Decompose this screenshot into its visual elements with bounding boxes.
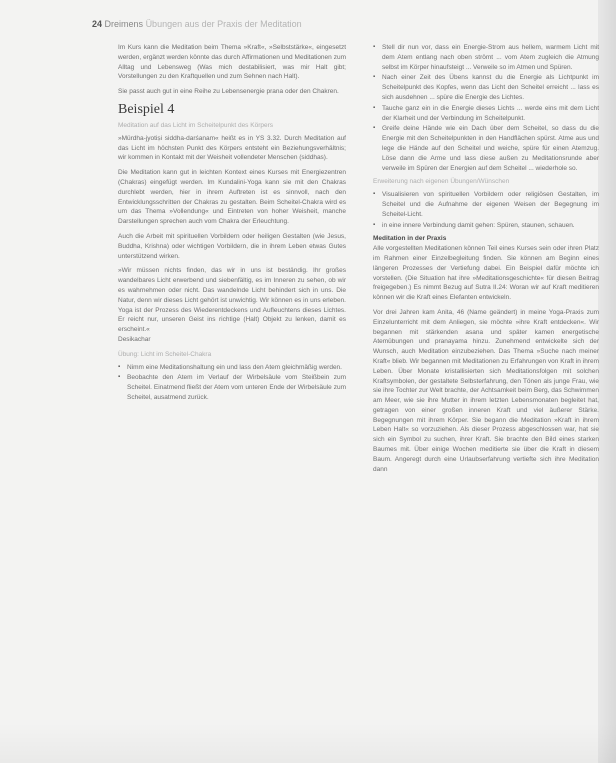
example-paragraph: Auch die Arbeit mit spirituellen Vorbildern oder heiligen Gestalten (wie Jesus, Buddha, Krishna) oder wichtigen Vorbildern, die in ihrem Leben etwas Gutes unterstützend wirken. (118, 232, 346, 260)
example-heading: Beispiel 4 (118, 101, 175, 117)
page-gutter-shadow (598, 0, 616, 763)
page-bottom-shade (0, 723, 616, 763)
variant-heading: Erweiterung nach eigenen Übungen/Wünschen (373, 178, 510, 186)
chapter-title: Dreimens (104, 19, 144, 29)
list-item: ▪ Beobachte den Atem im Verlauf der Wirbelsäule vom Steißbein zum Scheitel. Einatmend fließt der Atem vom unteren Ende der Wirbelsäule zum Scheitel, ausatmend zurück. (118, 373, 346, 402)
running-head (92, 19, 612, 30)
example-paragraph: »Mürdha-jyotiṣi siddha-darśanam« heißt es in YS 3.32. Durch Meditation auf das Licht im höchsten Punkt des Körpers entsteht ein Beziehungsverhältnis; wir kommen in Kontakt mit der Weisheit vollendeter Menschen (siddhas). (118, 134, 346, 162)
list-item: ▪ Visualisieren von spirituellen Vorbildern oder religiösen Gestalten, im Scheitel und die Aufnahme der eigenen Weisen der Begegnung im Scheitel-Licht. (373, 190, 599, 219)
example-subheading: Meditation auf das Licht im Scheitelpunkt des Körpers (118, 121, 274, 129)
list-item: ▪ Nimm eine Meditationshaltung ein und lass den Atem gleichmäßig werden. (118, 363, 346, 373)
quote-text: »Wir müssen nichts finden, das wir in uns ist beständig. Ihr großes wandelbares Licht erwerbend und siebenfältig, es im Inneren zu sehen, ob wir es wahrnehmen oder nicht. Das wandelnde Licht behindert sich in uns. Die Natur, denn wir dieses Licht gehört ist unwichtig. Wir können es in uns erleben. Yoga ist der Prozess des Wiederentdeckens und Aufleuchtens dieses Lichtes. Er reicht nur, unseren Geist ins richtige (Halt) Objekt zu lenken, damit es erscheint.« (118, 267, 346, 334)
right-column (373, 43, 599, 474)
list-item: ▪ Greife deine Hände wie ein Dach über dem Scheitel, so dass du die Energie mit den Scheitelpunkten in den Handflächen spürst. Atme aus und lege die Hände auf den Scheitel und weiche, spüre für einen Atemzug. Löse dann die Arme und lass diese außen zu Meditationsrunde aber verweile im Spüren der Energien auf dem Scheitel ... wiederhole so. (373, 124, 599, 173)
practice-heading: Meditation in der Praxis (373, 235, 447, 243)
chakra-note: Sie passt auch gut in eine Reihe zu Lebensenergie prana oder den Chakren. (118, 88, 339, 96)
example-paragraph: Die Meditation kann gut in leichten Kontext eines Kurses mit Energiezentren (Chakras) eingefügt werden. Im Kundalini-Yoga kann sie mit den Chakras durchlebt werden, hier in ihrem Auftreten ist es sinnvoll, nach den Entwicklungsschritten der Chakras zu gestalten. Beim Scheitel-Chakra wird es um das Thema »Vollendung« und Eintreten von hoher Weisheit, manche Darstellungen sprechen auch vom Chakra der Erleuchtung. (118, 169, 346, 226)
practice-paragraph: Alle vorgestellten Meditationen können Teil eines Kurses sein oder ihren Platz im Rahmen einer Einzelbegleitung finden. Sie können am Beginn eines längeren Prozesses der Vertiefung dabei. Ein Beispiel dafür möchte ich vorstellen. (Die Situation hat ihre »Meditationsgeschichte« für diesen Beitrag freigegeben.) Es nimmt Bezug auf Sutra II.24: Woran wir auf Kraft meditieren können wir die Kraft eines Elefanten entwickeln. (373, 245, 599, 302)
quote-source: Desikachar (118, 335, 151, 343)
intro-paragraph: Im Kurs kann die Meditation beim Thema »Kraft«, »Selbststärke«, eingesetzt werden, ergänzt werden könnte das durch Affirmationen und Meditationen zum Alltag und Lebensweg (Was mich destabilisiert, was mir Halt gibt; Vorstellungen zu den Kraftquellen und zum Sehnen nach Halt). (118, 44, 346, 81)
variant-list (373, 190, 599, 230)
quote-block (118, 266, 346, 344)
list-item: ▪ Stell dir nun vor, dass ein Energie-Strom aus hellem, warmem Licht mit dem Atem entlang nach oben strömt ... vom Atem zugleich die Atmung selbst im Körper hinaufsteigt ... Verweile so im Atmen und Spüren. (373, 43, 599, 72)
list-item: ▪ Tauche ganz ein in die Energie dieses Lichts ... werde eins mit dem Licht der Klarheit und der Verbindung im Scheitelpunkt. (373, 104, 599, 124)
meditation-steps-list (373, 43, 599, 173)
practice-paragraph: Vor drei Jahren kam Anita, 46 (Name geändert) in meine Yoga-Praxis zum Einzelunterricht mit dem Anliegen, sie möchte »ihre Kraft entdecken«. Wir begannen mit stärkenden asana und später kamen energetische Atemübungen und pranayama hinzu. Zunehmend entwickelte sich der Wunsch, auch Meditation einzubeziehen. Das Thema »Suche nach meiner Kraft« blieb. Wir begannen mit Meditationen zu Erfahrungen von Kraft in ihrem Leben. Über Monate kristallisierten sich Meditationsfolgen mit solchen Kraftsymbolen, der gestaltete Selbsterfahrung, den Tönen als junge Frau, wie sie ihre Tochter zur Welt brachte, der Achtsamkeit beim Berg, das Schwimmen am Meer, wie sie ihre Mutter in ihrem letzten Lebensmonaten begleitet hat, getragen von einer großen inneren Kraft und viel äußerer Stärke. Begegnungen mit ihrem Körper. Sie begann die Meditation »Kraft in ihrem Leben Halt« so vorzuziehen. Als dieser Prozess abgeschlossen war, hat sie sich ein Symbol zu suchen, ihrer Kraft. Sie brachte den Bild eines starken Baumes mit. Über einige Wochen meditierte sie über die Kraft in diesem Baum. Angeregt durch eine Urlaubserfahrung vertiefte sich ihre Meditation dann (373, 308, 599, 473)
list-item: ▪ Nach einer Zeit des Übens kannst du die Energie als Lichtpunkt im Scheitelpunkt des Kopfes, wenn das Licht den Scheitel erreicht ... lass es sich ausdehnen ... spüre die Energie des Lichtes. (373, 73, 599, 102)
list-item: ▪ in eine innere Verbindung damit gehen: Spüren, staunen, schauen. (373, 221, 599, 231)
guide-heading: Übung: Licht im Scheitel-Chakra (118, 350, 212, 358)
guide-list (118, 363, 346, 403)
page-number: 24 (92, 19, 103, 29)
chapter-subtitle: Übungen aus der Praxis der Meditation (145, 19, 302, 29)
left-column (118, 43, 346, 407)
